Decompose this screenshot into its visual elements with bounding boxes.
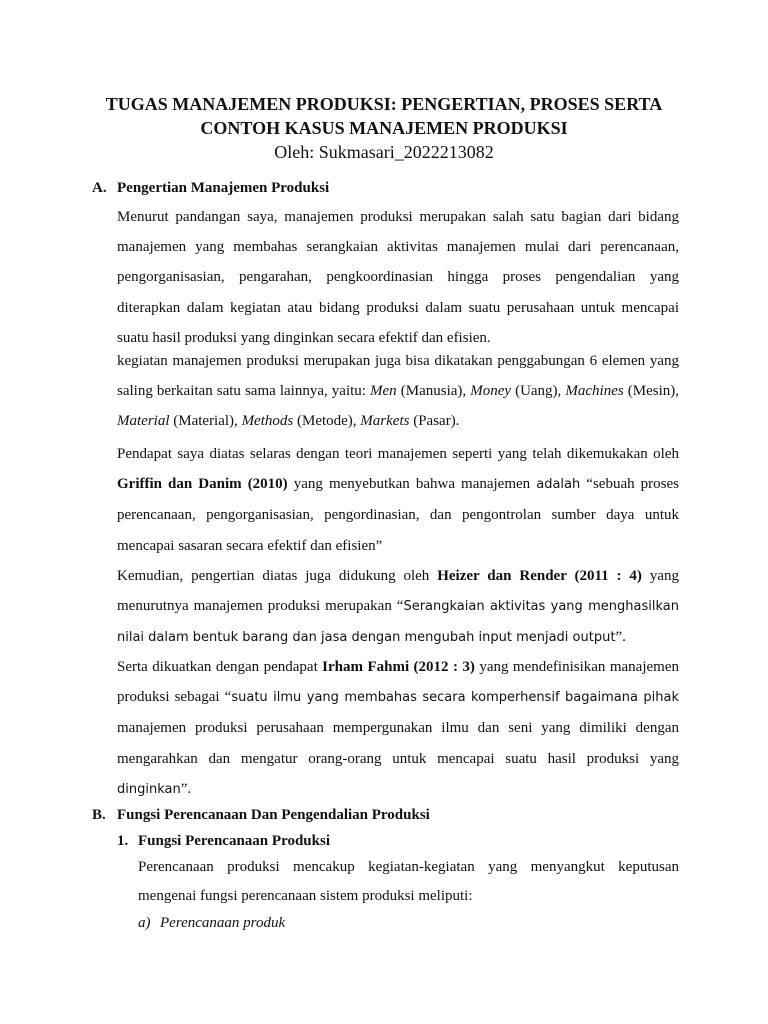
p5-text-1: Serta dikuatkan dengan pendapat [117,659,323,675]
p4-quote: Serangkaian aktivitas yang menghasilkan nilai dalam bentuk barang dan jasa dengan mengubah input menjadi output [117,599,679,646]
p2-markets: Markets [360,413,410,430]
p5-quote-2: dinginkan [117,781,181,797]
section-a-paragraph-5 [117,652,679,805]
list-item-a-number: a) [138,915,151,931]
document-title-line-1: TUGAS MANAJEMEN PRODUKSI: PENGERTIAN, PROSES SERTA [105,94,663,114]
p2-text-4: (Mesin), [623,383,680,400]
section-b-number: B. [92,807,106,823]
p5-text-3: manajemen produksi perusahaan mempergunakan ilmu dan seni yang dimiliki dengan mengarahkan dan mengatur orang-orang untuk mencapai suatu hasil produksi yang [117,720,679,767]
p4-text-1: Kemudian, pengertian diatas juga didukung oleh [117,568,438,584]
p4-text-2: yang menurutnya manajemen produksi merupakan “ [117,568,679,615]
p2-methods: Methods [241,413,294,430]
p2-text-7: (Pasar). [409,413,460,430]
section-b-heading [92,805,430,825]
p3-text-3: “sebuah proses perencanaan, pengorganisasian, pengordinasian, dan pengontrolan sumber daya untuk mencapai sasaran secara efektif dan efisien” [117,476,680,554]
section-a-paragraph-3 [117,439,679,561]
p2-text-2: (Manusia), [396,383,471,400]
p4-text-3: ”. [615,629,626,646]
p4-reference: Heizer dan Render (2011 : 4) [437,568,642,584]
subsection-1-title: Fungsi Perencanaan Produksi [138,833,330,849]
p2-machines: Machines [565,383,624,400]
section-a-heading [92,178,329,198]
section-b-title: Fungsi Perencanaan Dan Pengendalian Produksi [117,807,430,823]
subsection-1-number: 1. [117,833,129,849]
document-title-line-2: CONTOH KASUS MANAJEMEN PRODUKSI [200,118,568,138]
p3-adalah: adalah [536,477,581,493]
document-author: Oleh: Sukmasari_2022213082 [274,142,494,162]
p2-text-1: kegiatan manajemen produksi merupakan juga bisa dikatakan penggabungan 6 elemen yang saling berkaitan satu sama lainnya, yaitu: [117,353,679,400]
p5-quote-1: suatu ilmu yang membahas secara komperhensif bagaimana pihak [231,690,679,706]
p2-text-6: (Metode), [293,413,361,430]
section-a-number: A. [92,180,107,196]
p5-text-2: yang mendefinisikan manajemen produksi sebagai “ [117,659,679,706]
section-a-paragraph-2 [117,346,679,437]
p3-text-1: Pendapat saya diatas selaras dengan teori manajemen seperti yang telah dikemukakan oleh [117,446,679,462]
p2-men: Men [370,383,397,400]
subsection-1-paragraph: Perencanaan produksi mencakup kegiatan-kegiatan yang menyangkut keputusan mengenai fungsi perencanaan sistem produksi meliputi: [138,859,679,904]
p5-text-4: ”. [180,780,192,797]
section-a-paragraph-4 [117,561,679,654]
list-item-a [138,913,285,933]
section-a-title: Pengertian Manajemen Produksi [117,180,330,196]
p5-reference: Irham Fahmi (2012 : 3) [322,659,475,675]
subsection-1-heading [117,831,330,851]
section-a-paragraph-1: Menurut pandangan saya, manajemen produksi merupakan salah satu bagian dari bidang manajemen yang membahas serangkaian aktivitas manajemen mulai dari perencanaan, pengorganisasian, pengarahan, pengkoordinasian hingga proses pengendalian yang diterapkan dalam kegiatan atau bidang produksi dalam suatu perusahaan untuk mencapai suatu hasil produksi yang dinginkan secara efektif dan efisien. [117,209,679,346]
p2-material: Material [117,413,170,430]
p3-text-2: yang menyebutkan bahwa manajemen [287,476,537,493]
p2-text-3: (Uang), [511,383,566,400]
p3-reference: Griffin dan Danim (2010) [117,476,288,493]
p2-text-5: (Material), [169,413,242,430]
list-item-a-label: Perencanaan produk [160,915,286,931]
p2-money: Money [470,383,512,400]
